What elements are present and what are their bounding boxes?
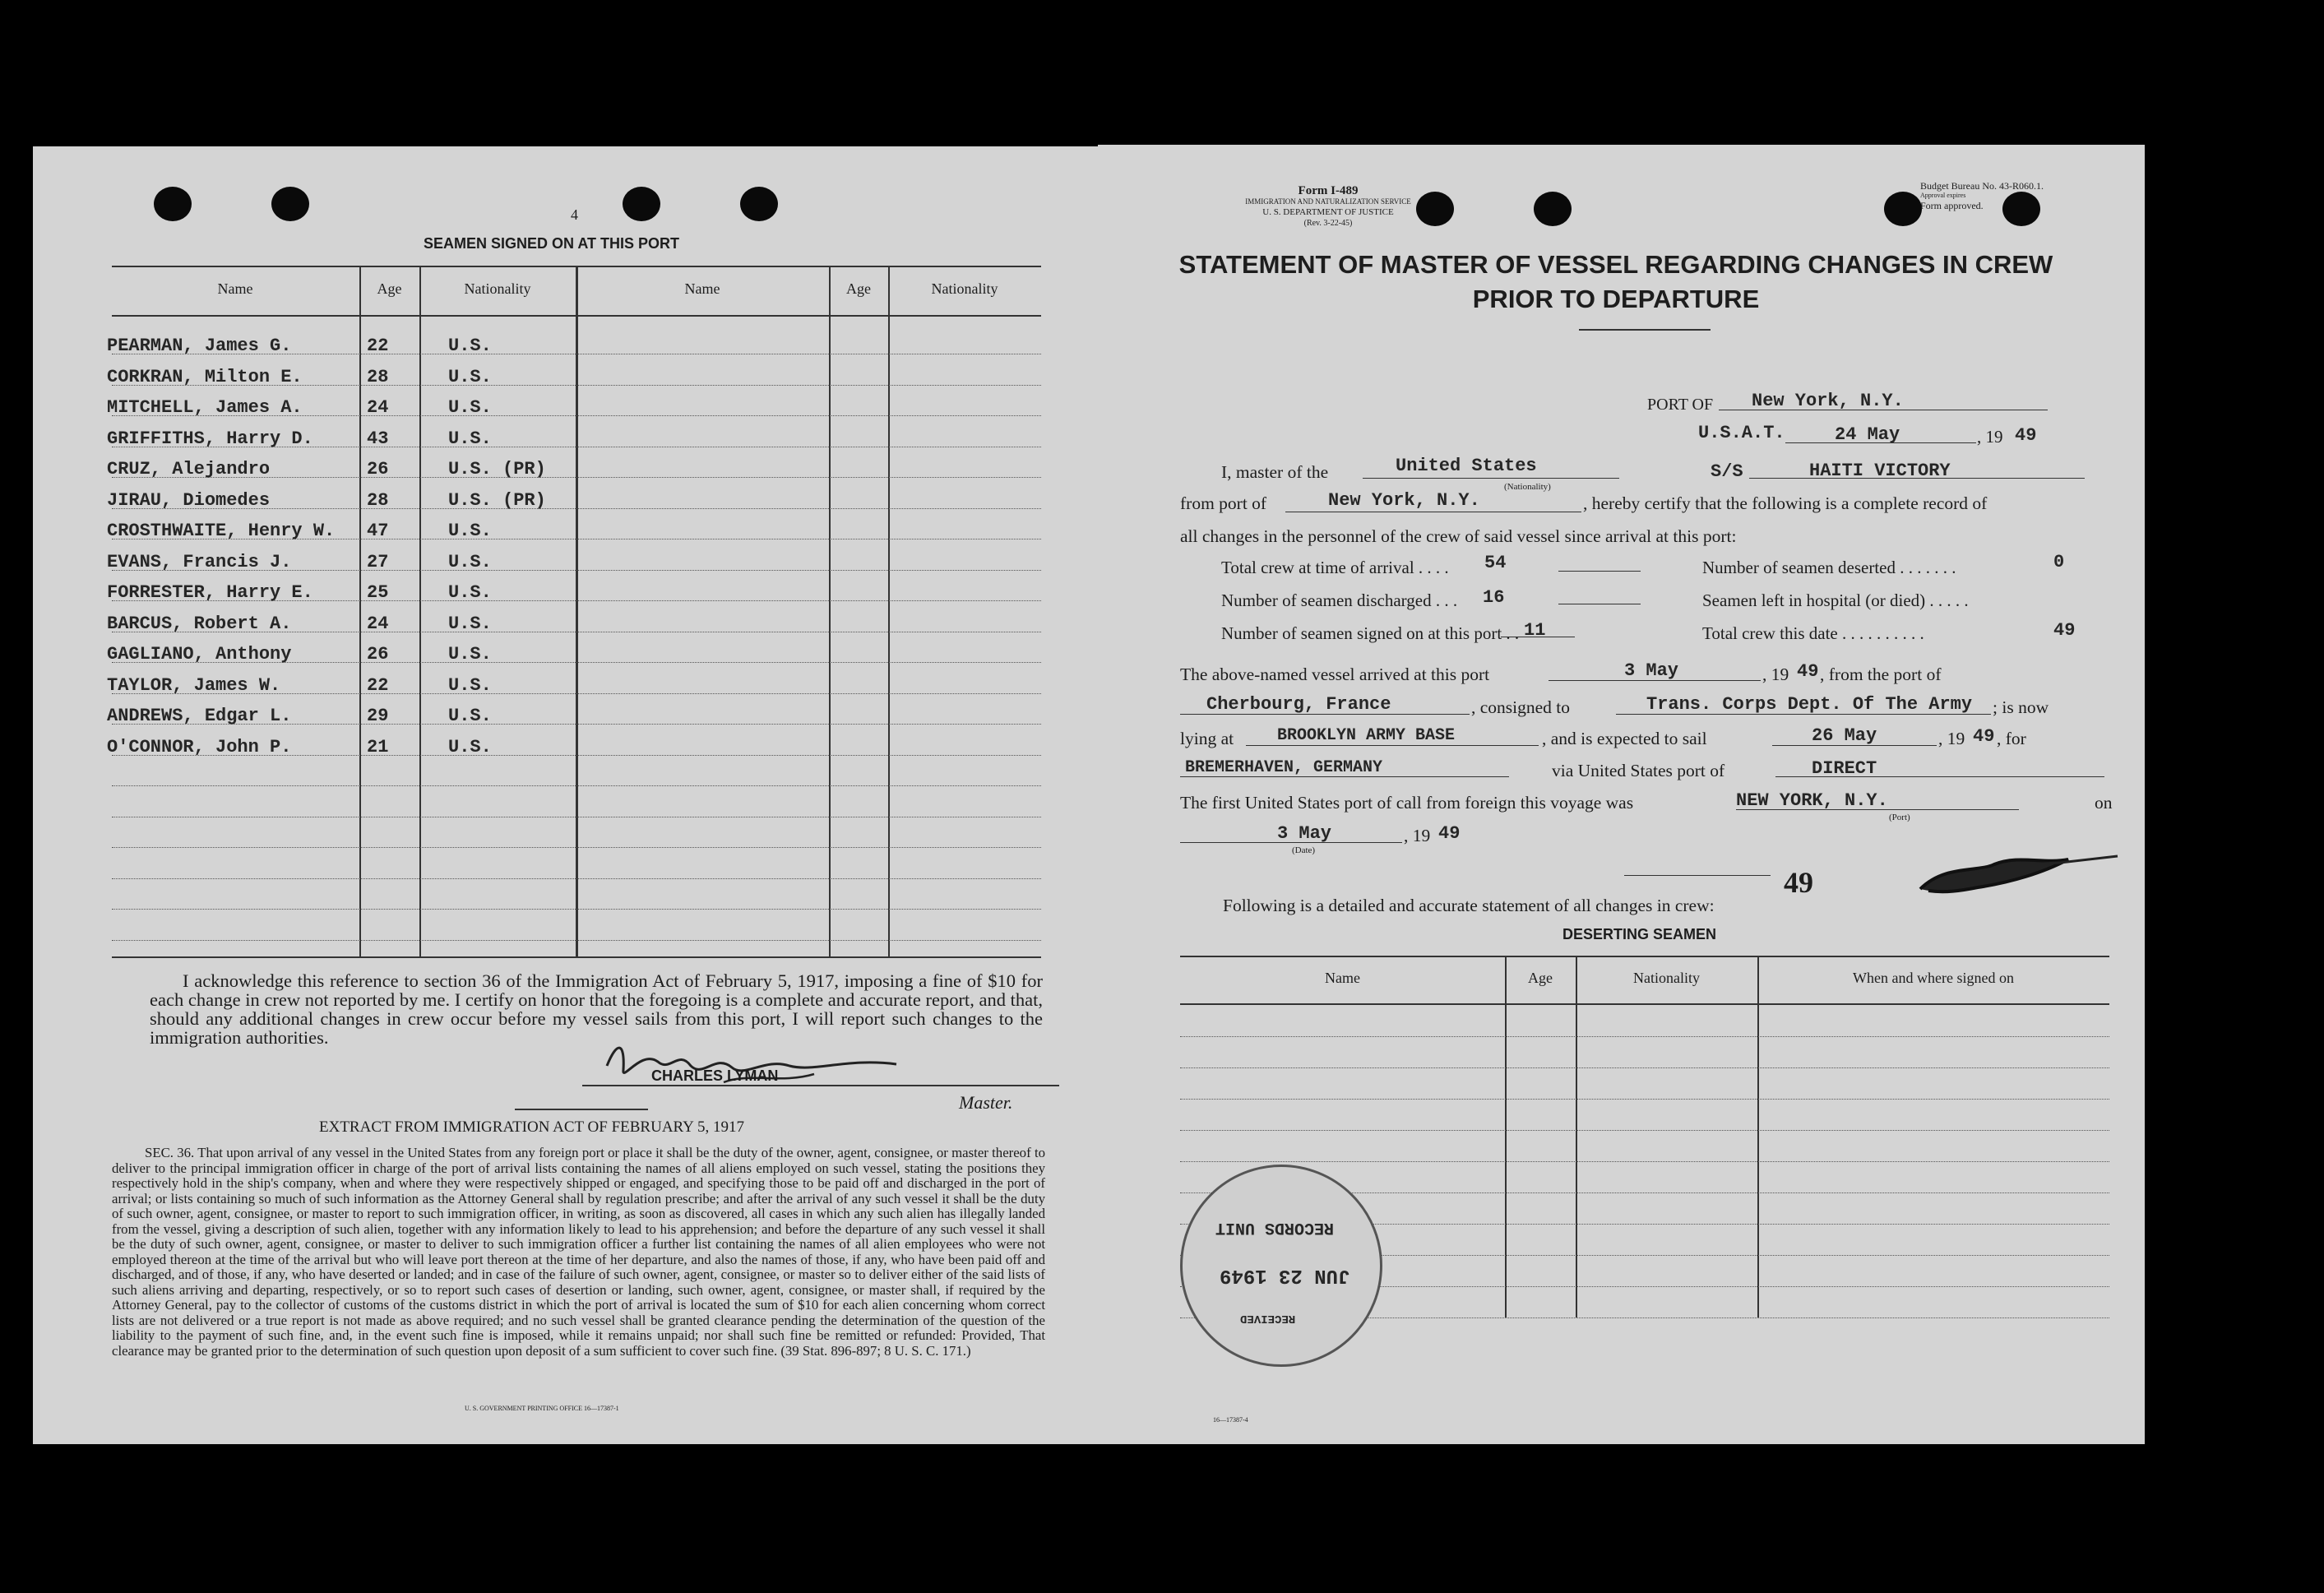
from-port-label: from port of — [1180, 493, 1267, 513]
deserting-col-divider — [1576, 956, 1577, 1317]
table-bottom-rule — [112, 956, 1041, 958]
col-header-name-2: Name — [684, 280, 720, 297]
stamp-line3: RECEIVED — [1240, 1312, 1296, 1325]
col-header-age-2: Age — [846, 280, 871, 297]
seaman-name: JIRAU, Diomedes — [107, 489, 271, 511]
seaman-name: BARCUS, Robert A. — [107, 613, 292, 634]
arrived-label: The above-named vessel arrived at this port — [1180, 665, 1490, 684]
seaman-age: 47 — [367, 521, 389, 541]
total-crew-arrival-label: Total crew at time of arrival . . . . — [1221, 558, 1449, 577]
col-divider — [888, 266, 890, 956]
sail-date: 26 May — [1812, 725, 1877, 746]
seaman-age: 43 — [367, 428, 389, 449]
col-header-name: Name — [217, 280, 253, 297]
deserting-row-rule — [1180, 1161, 2109, 1162]
summary-line — [1624, 875, 1771, 876]
first-year-prefix: , 19 — [1404, 826, 1431, 845]
vessel-name: HAITI VICTORY — [1809, 461, 1951, 481]
stamp-line1: RECORDS UNIT — [1215, 1218, 1335, 1237]
seaman-nationality: U.S. — [448, 428, 492, 449]
col-header-nationality: Nationality — [464, 280, 531, 297]
seaman-nationality: U.S. (PR) — [448, 489, 546, 511]
first-port-year: 49 — [1438, 823, 1461, 844]
discharged-label: Number of seamen discharged . . . — [1221, 590, 1458, 610]
deserting-col-divider — [1505, 956, 1507, 1317]
budget-info — [1920, 181, 2044, 211]
extract-title: EXTRACT FROM IMMIGRATION ACT OF FEBRUARY 5, 1917 — [319, 1118, 744, 1136]
seaman-age: 27 — [367, 551, 389, 572]
via-underline — [1775, 776, 2104, 777]
year-value: 49 — [2015, 425, 2037, 446]
first-port-date: 3 May — [1277, 823, 1332, 844]
summary-total: 49 — [1784, 866, 1813, 899]
certify-text: , hereby certify that the following is a complete record of — [1583, 493, 1988, 513]
col-header-nationality-2: Nationality — [931, 280, 998, 297]
first-port-label: The first United States port of call from foreign this voyage was — [1180, 793, 1634, 813]
title-line1: STATEMENT OF MASTER OF VESSEL REGARDING CHANGES IN CREW — [1178, 250, 2053, 279]
first-port-value: NEW YORK, N.Y. — [1736, 790, 1888, 811]
seaman-nationality: U.S. — [448, 521, 492, 541]
title-line2: PRIOR TO DEPARTURE — [1472, 285, 1760, 313]
lying-label: lying at — [1180, 729, 1234, 748]
seaman-nationality: U.S. — [448, 613, 492, 634]
col-header-age: Age — [377, 280, 402, 297]
following-text: Following is a detailed and accurate statement of all changes in crew: — [1223, 896, 1715, 915]
seaman-name: FORRESTER, Harry E. — [107, 582, 313, 603]
sail-underline — [1772, 745, 1937, 746]
right-page — [1098, 145, 2145, 1444]
table-row-rule — [112, 940, 1041, 941]
seaman-age: 28 — [367, 366, 389, 387]
destination-underline — [1180, 776, 1509, 777]
stamp-line2: JUN 23 1949 — [1220, 1264, 1350, 1286]
is-now-label: ; is now — [1993, 697, 2049, 717]
certify-text-2: all changes in the personnel of the crew of said vessel since arrival at this port: — [1180, 526, 1737, 546]
table-row-rule — [112, 785, 1041, 786]
deserting-col-when-where: When and where signed on — [1853, 970, 2014, 986]
total-today-label: Total crew this date . . . . . . . . . . — [1702, 623, 1924, 643]
col-divider — [829, 266, 831, 956]
form-title — [1131, 248, 2101, 317]
seaman-age: 22 — [367, 336, 389, 356]
vessel-ss: S/S — [1711, 461, 1743, 482]
seaman-age: 29 — [367, 706, 389, 726]
master-name: CHARLES LYMAN — [651, 1067, 779, 1084]
deserting-row-rule — [1180, 1067, 2109, 1068]
year-prefix: , 19 — [1977, 427, 2003, 447]
printer-note-right: 16—17387-4 — [1213, 1416, 1248, 1424]
nationality-caption: (Nationality) — [1504, 482, 1551, 492]
seaman-nationality: U.S. — [448, 397, 492, 418]
acknowledgement-text: I acknowledge this reference to section 36 of the Immigration Act of February 5, 1917, imposing a fine of $10 for each change in crew not reported by me. I certify on honor that the foregoing is a complete and accurate report, and that, should any additional changes in crew occur before my vessel sails from this port, I will report such changes to the immigration authorities. — [150, 970, 1043, 1048]
seaman-name: PEARMAN, James G. — [107, 336, 292, 356]
form-revision: (Rev. 3-22-45) — [1303, 219, 1353, 228]
page-number: 4 — [571, 206, 578, 223]
seaman-name: CROSTHWAITE, Henry W. — [107, 521, 336, 541]
consignee: Trans. Corps Dept. Of The Army — [1646, 694, 1973, 715]
date-value: 24 May — [1835, 424, 1900, 445]
first-date-underline — [1180, 842, 1402, 843]
seaman-age: 24 — [367, 397, 389, 418]
hospital-label: Seamen left in hospital (or died) . . . . . — [1702, 590, 1969, 610]
seaman-age: 21 — [367, 736, 389, 757]
signed-on-value: 11 — [1524, 620, 1546, 641]
table-row-rule — [112, 909, 1041, 910]
deserting-col-age: Age — [1528, 970, 1553, 986]
table-row-rule — [112, 878, 1041, 879]
seaman-age: 24 — [367, 613, 389, 634]
origin-underline — [1180, 714, 1470, 715]
arrived-underline — [1549, 680, 1761, 681]
seaman-name: GRIFFITHS, Harry D. — [107, 428, 313, 449]
agency-line2: U. S. DEPARTMENT OF JUSTICE — [1262, 207, 1394, 217]
seaman-nationality: U.S. — [448, 582, 492, 603]
on-label: on — [2095, 793, 2113, 813]
deserting-col-name: Name — [1325, 970, 1360, 986]
master-title: Master. — [959, 1092, 1013, 1113]
from-port-of-label: , from the port of — [1820, 665, 1942, 684]
deserted-label: Number of seamen deserted . . . . . . . — [1702, 558, 1956, 577]
seaman-nationality: U.S. — [448, 366, 492, 387]
title-underline — [1579, 329, 1711, 331]
form-number: Form I-489 — [1298, 184, 1359, 197]
arrived-year-prefix: , 19 — [1762, 665, 1789, 684]
seaman-age: 25 — [367, 582, 389, 603]
seaman-name: ANDREWS, Edgar L. — [107, 706, 292, 726]
arrived-year: 49 — [1797, 661, 1819, 682]
total-today-value: 49 — [2053, 620, 2076, 641]
vessel-underline — [1749, 478, 2085, 479]
section-title: SEAMEN SIGNED ON AT THIS PORT — [424, 235, 680, 252]
seaman-name: MITCHELL, James A. — [107, 397, 303, 418]
seaman-age: 28 — [367, 489, 389, 511]
deserting-row-rule — [1180, 1130, 2109, 1131]
deserting-header-rule — [1180, 1003, 2109, 1005]
deserting-row-rule — [1180, 1036, 2109, 1037]
seaman-name: CRUZ, Alejandro — [107, 459, 271, 479]
extract-text: SEC. 36. That upon arrival of any vessel in the United States from any foreign port or place it shall be the duty of the owner, agent, consignee, or master thereof to deliver to the principal immigration officer in charge of the port of arrival lists containing the names of all aliens employed on such vessel, stating the positions they respectively hold in the ship's company, when and where they were respectively shipped or engaged, and specifying those to be paid off and discharged in the port of arrival; or lists containing so much of such information as the Attorney General shall by regulation prescribe; and after the arrival of any such vessel it shall be the duty of such owner, agent, consignee, or master to report to such immigration officer, in writing, as soon as discovered, all cases in which any such alien has illegally landed from the vessel, giving a description of such alien, together with any information likely to lead to his apprehension; and before the departure of any such vessel it shall be the duty of such owner, agent, consignee, or master to deliver to such immigration officer a further list containing the names of all alien employees who were not employed thereon at the time of the arrival but who will leave port thereon at the time of her departure, and also the names of those, if any, who have been paid off and discharged, and of those, if any, who have deserted or landed; and in case of the failure of such owner, agent, consignee, or master so to deliver either of the said lists of such aliens arriving and departing, respectively, or so to report such cases of desertion or landing, such owner, agent, consignee, or master shall, if required by the Attorney General, pay to the collector of customs of the customs district in which the port of arrival is located the sum of $10 for each alien concerning whom correct lists are not delivered or a true report is not made as above required; and no such vessel shall be granted clearance pending the determination of the question of the liability to the payment of such fine, and, in the event such fine is imposed, while it remains unpaid; nor shall such fine be remitted or refunded: Provided, That clearance may be granted prior to the determination of such question upon deposit of a sum sufficient to cover such fine. (39 Stat. 896-897; 8 U. S. C. 171.) — [112, 1145, 1045, 1359]
master-prefix: I, master of the — [1221, 462, 1329, 482]
sail-year: 49 — [1973, 726, 1995, 747]
punch-hole — [623, 187, 660, 221]
printer-note: U. S. GOVERNMENT PRINTING OFFICE 16—17387-1 — [465, 1405, 619, 1412]
agency-line1: IMMIGRATION AND NATURALIZATION SERVICE — [1245, 197, 1411, 206]
seaman-nationality: U.S. — [448, 336, 492, 356]
separator-line — [515, 1109, 648, 1110]
budget-line2: Approval expires — [1920, 192, 1966, 199]
consignee-underline — [1616, 714, 1991, 715]
date-caption: (Date) — [1292, 845, 1316, 855]
col-divider — [576, 266, 578, 956]
nationality-value: United States — [1396, 456, 1537, 476]
seaman-nationality: U.S. — [448, 674, 492, 696]
sail-label: , and is expected to sail — [1542, 729, 1707, 748]
via-label: via United States port of — [1552, 761, 1725, 780]
budget-line3: Form approved. — [1920, 200, 1984, 211]
col-divider — [359, 266, 361, 956]
vessel-type: U.S.A.T. — [1698, 423, 1785, 443]
punch-hole — [1534, 192, 1572, 226]
seaman-nationality: U.S. — [448, 736, 492, 757]
first-port-underline — [1736, 809, 2019, 810]
seaman-nationality: U.S. (PR) — [448, 459, 546, 479]
received-stamp — [1180, 1165, 1382, 1367]
signature-line — [582, 1085, 1059, 1086]
seaman-name: O'CONNOR, John P. — [107, 736, 292, 757]
for-label: , for — [1997, 729, 2026, 748]
signed-on-label: Number of seamen signed on at this port . . — [1221, 623, 1520, 643]
destination: BREMERHAVEN, GERMANY — [1185, 758, 1383, 777]
seaman-nationality: U.S. — [448, 706, 492, 726]
nationality-underline — [1363, 478, 1619, 479]
scribble-mark — [1912, 848, 2126, 905]
deserting-row-rule — [1180, 1099, 2109, 1100]
consigned-label: , consigned to — [1471, 697, 1571, 717]
origin-port: Cherbourg, France — [1206, 694, 1391, 715]
total-crew-arrival-value: 54 — [1484, 553, 1507, 573]
lying-underline — [1246, 745, 1539, 746]
seaman-age: 26 — [367, 459, 389, 479]
table-row-rule — [112, 847, 1041, 848]
seaman-name: GAGLIANO, Anthony — [107, 644, 292, 665]
deserting-title: DESERTING SEAMEN — [1562, 926, 1717, 942]
deserting-top-rule — [1180, 956, 2109, 957]
seaman-nationality: U.S. — [448, 551, 492, 572]
seaman-nationality: U.S. — [448, 644, 492, 665]
budget-line1: Budget Bureau No. 43-R060.1. — [1920, 180, 2044, 192]
stat-underline — [1558, 571, 1641, 572]
left-page — [33, 146, 1098, 1444]
seaman-age: 22 — [367, 674, 389, 696]
from-port-value: New York, N.Y. — [1328, 490, 1480, 511]
date-underline — [1785, 442, 1976, 443]
deserting-col-nationality: Nationality — [1633, 970, 1700, 986]
deserted-value: 0 — [2053, 552, 2065, 572]
port-value: New York, N.Y. — [1752, 391, 1904, 411]
col-divider — [419, 266, 421, 956]
port-label: PORT OF — [1647, 396, 1714, 414]
seaman-name: EVANS, Francis J. — [107, 551, 292, 572]
via-port: DIRECT — [1812, 758, 1877, 779]
discharged-value: 16 — [1483, 587, 1505, 608]
punch-hole — [740, 187, 778, 221]
sail-year-prefix: , 19 — [1938, 729, 1965, 748]
seaman-age: 26 — [367, 644, 389, 665]
lying-at: BROOKLYN ARMY BASE — [1277, 726, 1456, 745]
master-signature — [600, 1033, 929, 1099]
port-caption: (Port) — [1889, 813, 1910, 822]
seaman-name: TAYLOR, James W. — [107, 674, 281, 696]
seaman-name: CORKRAN, Milton E. — [107, 366, 303, 387]
arrived-date: 3 May — [1624, 660, 1679, 681]
deserting-col-divider — [1757, 956, 1759, 1317]
punch-hole — [271, 187, 309, 221]
punch-hole — [1884, 192, 1922, 226]
form-info — [1221, 186, 1435, 229]
punch-hole — [154, 187, 192, 221]
